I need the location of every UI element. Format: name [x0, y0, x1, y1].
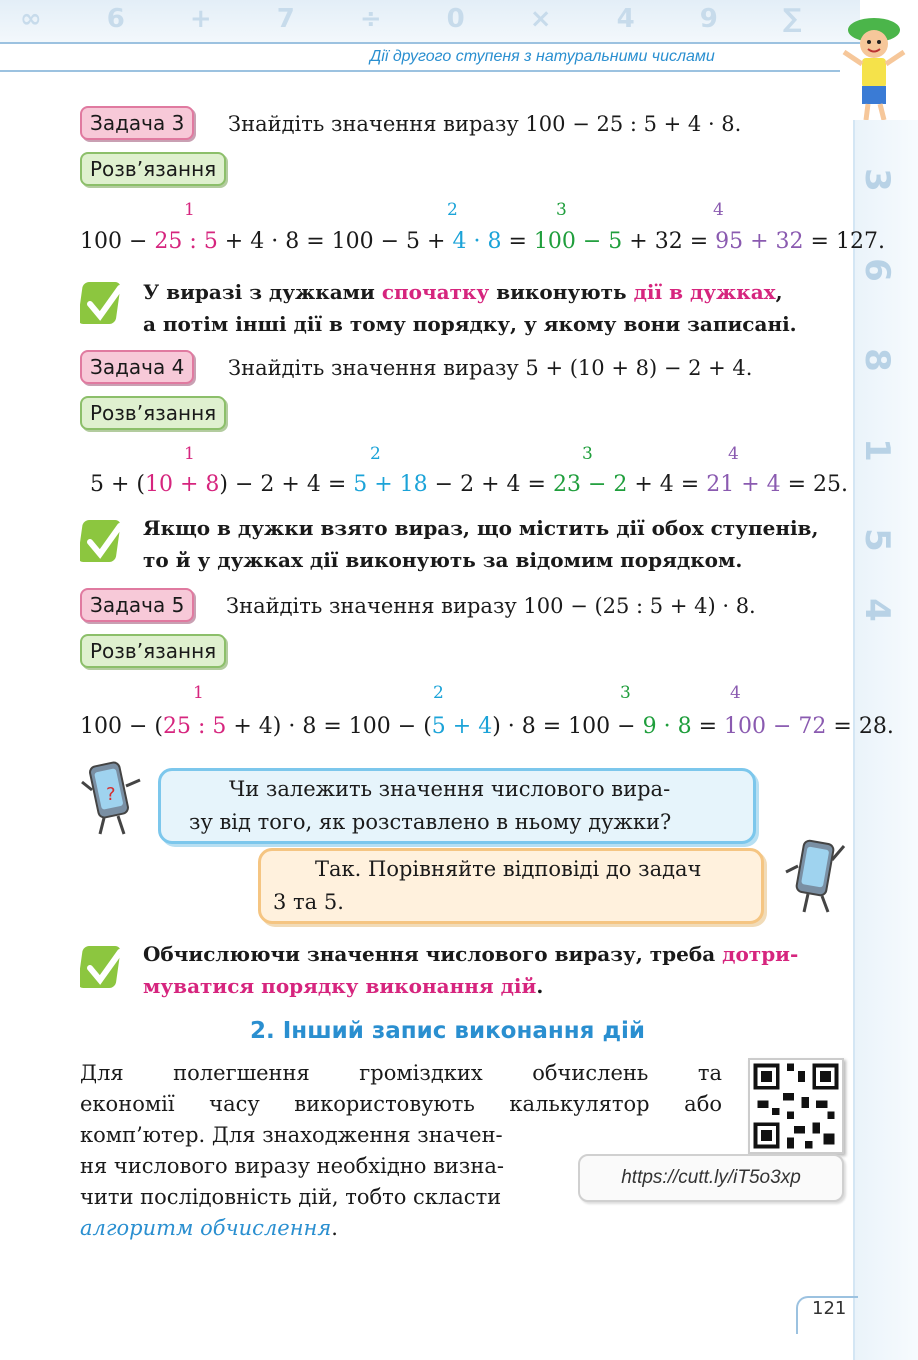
header-divider [0, 70, 840, 72]
expr-part: = 25. [780, 472, 849, 497]
step-number: 2 [433, 683, 444, 703]
phone-character-answer-icon [782, 836, 852, 916]
expr-part: = 127. [803, 229, 885, 254]
expr-step4: 21 + 4 [706, 472, 781, 497]
rule-line: то й у дужках дії виконують за відомим порядком. [143, 548, 743, 572]
step-number: 3 [620, 683, 631, 703]
decor-digit: 1 [856, 438, 897, 462]
top-decor-strip [0, 0, 860, 44]
expr-part: + 4 = [627, 472, 707, 497]
expr-part: = [691, 714, 724, 739]
expr-step2: 4 · 8 [452, 229, 502, 254]
question-line: зу від того, як розставлено в ньому дужки? [189, 810, 672, 834]
qr-code-icon[interactable] [748, 1058, 844, 1154]
rule-part: виконують [489, 280, 634, 304]
rule-highlight: дії в дужках [633, 280, 776, 304]
task5-tag: Задача 5 [80, 588, 194, 622]
step-number: 3 [556, 200, 567, 220]
section-title: 2. Інший запис виконання дій [250, 1018, 646, 1044]
decor-digit: 3 [856, 168, 897, 192]
answer-line: 3 та 5. [273, 890, 344, 914]
step-number: 3 [582, 444, 593, 464]
expr-part: = [501, 229, 534, 254]
resource-link[interactable]: https://cutt.ly/iT5o3xp [578, 1154, 844, 1202]
checkmark-icon [80, 940, 130, 994]
expr-step3: 100 − 5 [533, 229, 623, 254]
question-bubble [158, 768, 756, 844]
rule3-text [143, 938, 798, 1002]
term-highlight: алгоритм обчислення [80, 1216, 332, 1240]
expr-part: 100 − ( [80, 714, 163, 739]
expr-part: + 4 · 8 = 100 − 5 + [217, 229, 453, 254]
task3-solution-tag: Розв’язання [80, 152, 226, 186]
page-number: 121 [812, 1298, 847, 1319]
step-number: 1 [193, 683, 204, 703]
expr-part: = 28. [826, 714, 894, 739]
expr-part: 5 + ( [90, 472, 145, 497]
step-number: 1 [184, 200, 195, 220]
task4-solution-expression [90, 472, 848, 497]
expr-step3: 9 · 8 [642, 714, 692, 739]
expr-part: − 2 + 4 = [427, 472, 553, 497]
checkmark-icon [80, 514, 130, 568]
rule-part: Обчислюючи значення числового виразу, треба [143, 942, 723, 966]
rule-highlight: дотри- [722, 942, 799, 966]
paragraph-part: . [331, 1216, 338, 1240]
task5-solution-tag: Розв’язання [80, 634, 226, 668]
expr-step3: 23 − 2 [552, 472, 628, 497]
step-number: 1 [184, 444, 195, 464]
expr-step2: 5 + 4 [431, 714, 493, 739]
rule-highlight: спочатку [381, 280, 490, 304]
step-number: 2 [370, 444, 381, 464]
expr-step1: 10 + 8 [145, 472, 220, 497]
task3-tag: Задача 3 [80, 106, 194, 140]
expr-step2: 5 + 18 [353, 472, 428, 497]
decor-digit: 4 [856, 598, 897, 622]
rule-part: У виразі з дужками [143, 280, 382, 304]
expr-part: ) · 8 = 100 − [492, 714, 643, 739]
rule-line: Якщо в дужки взято вираз, що містить дії обох ступенів, [143, 516, 819, 540]
decor-digit: 8 [856, 348, 897, 372]
decor-digits: ∞ 6 + 7 ÷ 0 × 4 9 ∑ [20, 4, 830, 34]
expr-part: + 32 = [622, 229, 716, 254]
checkmark-icon [80, 276, 130, 330]
decor-digit: 5 [856, 528, 897, 552]
side-decor-strip [853, 120, 918, 1360]
rule2-text [143, 512, 818, 576]
rule-part: . [536, 974, 544, 998]
decor-digit: 6 [856, 258, 897, 282]
paragraph-line: економії часу використовують калькулятор або [80, 1092, 722, 1116]
step-number: 4 [728, 444, 739, 464]
expr-part: ) − 2 + 4 = [219, 472, 354, 497]
step-number: 4 [713, 200, 724, 220]
answer-line: Так. Порівняйте відповіді до задач [315, 857, 702, 881]
task4-tag: Задача 4 [80, 350, 194, 384]
paragraph-line: комп’ютер. Для знаходження значен- [80, 1123, 503, 1147]
rule-part: , [775, 280, 783, 304]
expr-step4: 95 + 32 [715, 229, 804, 254]
task5-text: Знайдіть значення виразу 100 − (25 : 5 + 4) · 8. [226, 594, 756, 618]
rule-highlight: муватися порядку виконання дій [143, 974, 537, 998]
question-line: Чи залежить значення числового вира- [229, 777, 671, 801]
task3-text: Знайдіть значення виразу 100 − 25 : 5 + 4 · 8. [228, 112, 742, 136]
expr-part: 100 − [80, 229, 155, 254]
rule-line: а потім інші дії в тому порядку, у якому вони записані. [143, 312, 797, 336]
paragraph-line: Для полегшення громіздких обчислень та [80, 1061, 722, 1085]
chapter-header: Дії другого ступеня з натуральними числами [370, 48, 715, 65]
task5-solution-expression [80, 714, 894, 739]
step-number: 2 [447, 200, 458, 220]
task3-solution-expression [80, 229, 885, 254]
expr-step1: 25 : 5 [163, 714, 227, 739]
paragraph-line [80, 1213, 338, 1244]
rule1-text [143, 276, 797, 340]
svg-text:?: ? [106, 784, 116, 805]
task4-text: Знайдіть значення виразу 5 + (10 + 8) − 2 + 4. [228, 356, 753, 380]
paragraph-line: чити послідовність дій, тобто скласти [80, 1185, 502, 1209]
expr-step1: 25 : 5 [154, 229, 218, 254]
step-number: 4 [730, 683, 741, 703]
expr-step4: 100 − 72 [724, 714, 827, 739]
task4-solution-tag: Розв’язання [80, 396, 226, 430]
phone-character-question-icon [80, 760, 156, 838]
kid-mascot-icon [838, 8, 910, 123]
answer-bubble [258, 848, 764, 924]
paragraph-line: ня числового виразу необхідно визна- [80, 1154, 504, 1178]
expr-part: + 4) · 8 = 100 − ( [226, 714, 432, 739]
